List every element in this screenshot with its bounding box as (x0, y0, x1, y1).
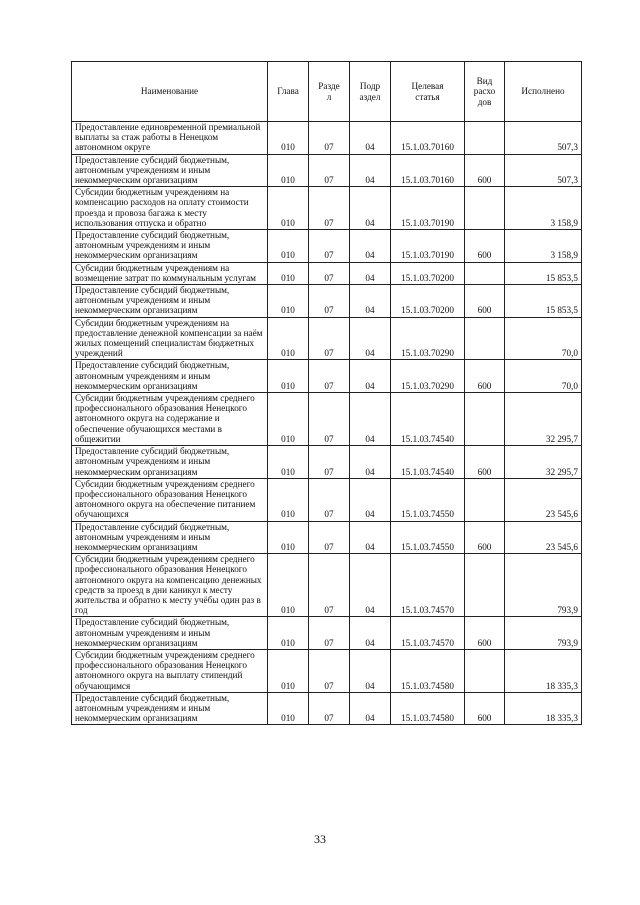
table-row (72, 262, 582, 284)
header-podrazdel: Подр аздел (350, 62, 391, 122)
row-razdel-cell: 07 (309, 617, 350, 650)
row-vid-cell: 600 (465, 446, 505, 479)
row-vid-cell (465, 187, 505, 230)
row-vid-cell (465, 122, 505, 155)
row-glava-cell: 010 (268, 617, 309, 650)
row-razdel-cell: 07 (309, 187, 350, 230)
table-row (72, 187, 582, 230)
budget-table (71, 61, 582, 725)
row-statya-cell: 15.1.03.74580 (391, 692, 465, 725)
row-statya-cell: 15.1.03.74540 (391, 446, 465, 479)
row-ispolneno-cell: 3 158,9 (505, 187, 582, 230)
row-name-cell: Предоставление субсидий бюджетным, автономным учреждениям и иным некоммерческим организациям (72, 446, 268, 479)
row-ispolneno-cell: 3 158,9 (505, 230, 582, 263)
row-name-cell: Субсидии бюджетным учреждениям среднего профессионального образования Ненецкого автономного округа на выплату стипендий обучающимся (72, 649, 268, 692)
row-ispolneno-cell: 32 295,7 (505, 393, 582, 446)
row-name-cell: Субсидии бюджетным учреждениям среднего профессионального образования Ненецкого автономного округа на компенсацию денежных средств за проезд в дни каникул к месту жительства и обратно к месту учёбы один раз в год (72, 554, 268, 617)
row-ispolneno-cell: 18 335,3 (505, 692, 582, 725)
row-ispolneno-cell: 15 853,5 (505, 262, 582, 284)
row-glava-cell: 010 (268, 122, 309, 155)
row-name-cell: Субсидии бюджетным учреждениям среднего профессионального образования Ненецкого автономного округа на содержание и обеспечение обучающихся местами в общежитии (72, 393, 268, 446)
row-vid-cell (465, 649, 505, 692)
row-statya-cell: 15.1.03.70290 (391, 317, 465, 360)
table-row (72, 285, 582, 318)
header-razdel: Разде л (309, 62, 350, 122)
row-podrazdel-cell: 04 (350, 187, 391, 230)
header-vid: Вид расхо дов (465, 62, 505, 122)
row-name-cell: Предоставление субсидий бюджетным, автономным учреждениям и иным некоммерческим организациям (72, 230, 268, 263)
row-vid-cell: 600 (465, 360, 505, 393)
header-ispolneno: Исполнено (505, 62, 582, 122)
row-glava-cell: 010 (268, 446, 309, 479)
row-statya-cell: 15.1.03.74540 (391, 393, 465, 446)
row-ispolneno-cell: 793,9 (505, 554, 582, 617)
row-razdel-cell: 07 (309, 554, 350, 617)
table-row (72, 154, 582, 187)
row-name-cell: Предоставление единовременной премиальной выплаты за стаж работы в Ненецком автономном округе (72, 122, 268, 155)
row-ispolneno-cell: 32 295,7 (505, 446, 582, 479)
row-statya-cell: 15.1.03.74580 (391, 649, 465, 692)
row-glava-cell: 010 (268, 187, 309, 230)
table-body (72, 122, 582, 725)
row-vid-cell: 600 (465, 230, 505, 263)
row-glava-cell: 010 (268, 692, 309, 725)
row-vid-cell: 600 (465, 521, 505, 554)
row-razdel-cell: 07 (309, 230, 350, 263)
row-ispolneno-cell: 23 545,6 (505, 521, 582, 554)
row-podrazdel-cell: 04 (350, 554, 391, 617)
table-row (72, 360, 582, 393)
row-glava-cell: 010 (268, 154, 309, 187)
row-podrazdel-cell: 04 (350, 393, 391, 446)
row-podrazdel-cell: 04 (350, 360, 391, 393)
row-razdel-cell: 07 (309, 285, 350, 318)
row-ispolneno-cell: 507,3 (505, 122, 582, 155)
row-razdel-cell: 07 (309, 360, 350, 393)
row-podrazdel-cell: 04 (350, 262, 391, 284)
row-name-cell: Предоставление субсидий бюджетным, автономным учреждениям и иным некоммерческим организациям (72, 692, 268, 725)
row-name-cell: Субсидии бюджетным учреждениям на компенсацию расходов на оплату стоимости проезда и провоза багажа к месту использования отпуска и обратно (72, 187, 268, 230)
row-name-cell: Субсидии бюджетным учреждениям на предоставление денежной компенсации за наём жилых помещений специалистам бюджетных учреждений (72, 317, 268, 360)
row-name-cell: Субсидии бюджетным учреждениям на возмещение затрат по коммунальным услугам (72, 262, 268, 284)
row-razdel-cell: 07 (309, 521, 350, 554)
row-statya-cell: 15.1.03.74570 (391, 617, 465, 650)
row-vid-cell (465, 317, 505, 360)
row-podrazdel-cell: 04 (350, 317, 391, 360)
row-razdel-cell: 07 (309, 393, 350, 446)
row-vid-cell (465, 478, 505, 521)
row-glava-cell: 010 (268, 393, 309, 446)
row-vid-cell: 600 (465, 692, 505, 725)
row-podrazdel-cell: 04 (350, 285, 391, 318)
page-number: 33 (314, 832, 326, 846)
row-name-cell: Предоставление субсидий бюджетным, автономным учреждениям и иным некоммерческим организациям (72, 154, 268, 187)
table-row (72, 446, 582, 479)
row-glava-cell: 010 (268, 521, 309, 554)
header-statya: Целевая статья (391, 62, 465, 122)
row-statya-cell: 15.1.03.74550 (391, 478, 465, 521)
row-vid-cell: 600 (465, 285, 505, 318)
row-razdel-cell: 07 (309, 446, 350, 479)
row-podrazdel-cell: 04 (350, 154, 391, 187)
row-ispolneno-cell: 18 335,3 (505, 649, 582, 692)
row-vid-cell (465, 262, 505, 284)
row-statya-cell: 15.1.03.70190 (391, 187, 465, 230)
row-name-cell: Субсидии бюджетным учреждениям среднего профессионального образования Ненецкого автономного округа на обеспечение питанием обучающихся (72, 478, 268, 521)
row-podrazdel-cell: 04 (350, 521, 391, 554)
row-vid-cell: 600 (465, 154, 505, 187)
row-razdel-cell: 07 (309, 122, 350, 155)
row-podrazdel-cell: 04 (350, 478, 391, 521)
header-glava: Глава (268, 62, 309, 122)
table-row (72, 478, 582, 521)
table-row (72, 521, 582, 554)
row-vid-cell (465, 554, 505, 617)
row-razdel-cell: 07 (309, 317, 350, 360)
row-razdel-cell: 07 (309, 692, 350, 725)
row-glava-cell: 010 (268, 478, 309, 521)
row-vid-cell: 600 (465, 617, 505, 650)
row-statya-cell: 15.1.03.70190 (391, 230, 465, 263)
table-row (72, 692, 582, 725)
row-glava-cell: 010 (268, 262, 309, 284)
row-name-cell: Предоставление субсидий бюджетным, автономным учреждениям и иным некоммерческим организациям (72, 617, 268, 650)
table-row (72, 317, 582, 360)
row-ispolneno-cell: 15 853,5 (505, 285, 582, 318)
row-podrazdel-cell: 04 (350, 230, 391, 263)
table-row (72, 230, 582, 263)
row-ispolneno-cell: 70,0 (505, 317, 582, 360)
row-name-cell: Предоставление субсидий бюджетным, автономным учреждениям и иным некоммерческим организациям (72, 521, 268, 554)
row-podrazdel-cell: 04 (350, 649, 391, 692)
header-name: Наименование (72, 62, 268, 122)
row-ispolneno-cell: 793,9 (505, 617, 582, 650)
row-statya-cell: 15.1.03.70160 (391, 154, 465, 187)
row-glava-cell: 010 (268, 649, 309, 692)
row-podrazdel-cell: 04 (350, 122, 391, 155)
row-glava-cell: 010 (268, 230, 309, 263)
row-statya-cell: 15.1.03.70290 (391, 360, 465, 393)
row-glava-cell: 010 (268, 360, 309, 393)
row-razdel-cell: 07 (309, 154, 350, 187)
row-statya-cell: 15.1.03.70200 (391, 262, 465, 284)
row-ispolneno-cell: 70,0 (505, 360, 582, 393)
table-header-row (72, 62, 582, 122)
row-name-cell: Предоставление субсидий бюджетным, автономным учреждениям и иным некоммерческим организациям (72, 360, 268, 393)
row-glava-cell: 010 (268, 317, 309, 360)
row-glava-cell: 010 (268, 285, 309, 318)
row-glava-cell: 010 (268, 554, 309, 617)
table-row (72, 617, 582, 650)
row-razdel-cell: 07 (309, 478, 350, 521)
row-name-cell: Предоставление субсидий бюджетным, автономным учреждениям и иным некоммерческим организациям (72, 285, 268, 318)
row-statya-cell: 15.1.03.70160 (391, 122, 465, 155)
row-statya-cell: 15.1.03.74550 (391, 521, 465, 554)
row-ispolneno-cell: 23 545,6 (505, 478, 582, 521)
row-statya-cell: 15.1.03.70200 (391, 285, 465, 318)
row-statya-cell: 15.1.03.74570 (391, 554, 465, 617)
row-podrazdel-cell: 04 (350, 692, 391, 725)
row-ispolneno-cell: 507,3 (505, 154, 582, 187)
table-row (72, 554, 582, 617)
table-row (72, 122, 582, 155)
row-razdel-cell: 07 (309, 649, 350, 692)
row-podrazdel-cell: 04 (350, 617, 391, 650)
table-row (72, 649, 582, 692)
row-vid-cell (465, 393, 505, 446)
row-podrazdel-cell: 04 (350, 446, 391, 479)
row-razdel-cell: 07 (309, 262, 350, 284)
table-row (72, 393, 582, 446)
